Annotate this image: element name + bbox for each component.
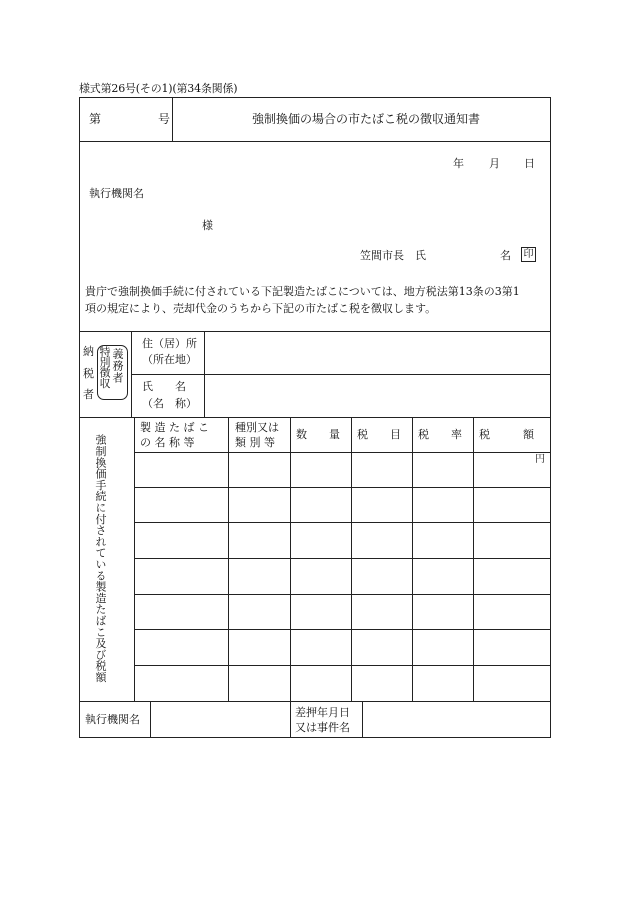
footer-divider-2 xyxy=(290,701,291,737)
seizure-date-label: 差押年月日 xyxy=(295,706,350,719)
goods-column-header: 種別又は xyxy=(235,421,279,434)
taxpayer-label-char-1: 納 xyxy=(83,345,94,358)
form-number: 様式第26号(その1)(第34条関係) xyxy=(79,82,238,95)
goods-side-label: 強制換価手続に付されている製造たばこ及び税額 xyxy=(94,434,107,683)
goods-col-line-4 xyxy=(412,417,413,701)
header-bottom-line xyxy=(80,141,550,142)
goods-col-line-3 xyxy=(351,417,352,701)
taxpayer-label-char-3: 者 xyxy=(83,388,94,401)
footer-divider-1 xyxy=(150,701,151,737)
footer-divider-3 xyxy=(362,701,363,737)
seal-mark: 印 xyxy=(521,247,536,262)
issuer-name-suffix: 名 xyxy=(500,249,511,262)
taxpayer-label-char-2: 税 xyxy=(83,367,94,380)
goods-column-header: 税 目 xyxy=(357,428,401,441)
date-day: 日 xyxy=(524,157,535,170)
date-month: 月 xyxy=(489,157,500,170)
date-year: 年 xyxy=(453,157,464,170)
goods-col-line-2 xyxy=(290,417,291,701)
addressee-honorific: 様 xyxy=(202,219,213,232)
goods-row-line xyxy=(134,665,550,666)
goods-column-header: の 名 称 等 xyxy=(140,436,195,449)
name-label-sub: （名 称） xyxy=(142,397,197,410)
address-label-sub: （所在地） xyxy=(142,353,197,366)
goods-column-header: 製 造 た ば こ xyxy=(140,421,209,434)
goods-header-line xyxy=(134,452,550,453)
header-divider xyxy=(172,98,173,141)
seizure-case-label: 又は事件名 xyxy=(295,721,350,734)
goods-column-header: 税 額 xyxy=(479,428,534,441)
number-label-prefix: 第 xyxy=(89,112,102,126)
notice-form xyxy=(79,97,551,738)
name-label: 氏 名 xyxy=(142,380,186,393)
issuer-title: 笠間市長 氏 xyxy=(360,249,426,262)
goods-column-header: 税 率 xyxy=(418,428,462,441)
intro-bottom-line xyxy=(80,331,550,332)
taxpayer-type-obligor: 義務者 xyxy=(111,348,124,384)
goods-side-divider xyxy=(134,417,135,701)
taxpayer-type-special-collection: 特別徴収 xyxy=(98,346,111,388)
taxpayer-bottom-line xyxy=(80,417,550,418)
goods-column-header: 数 量 xyxy=(296,428,340,441)
document-title: 強制換価の場合の市たばこ税の徴収通知書 xyxy=(252,112,481,126)
goods-column-header: 類 別 等 xyxy=(235,436,275,449)
goods-row-line xyxy=(134,522,550,523)
goods-row-line xyxy=(134,629,550,630)
body-text-line-1: 貴庁で強制換価手続に付されている下記製造たばこについては、地方税法第13条の3第1 xyxy=(85,285,520,298)
currency-unit: 円 xyxy=(535,454,545,465)
goods-col-line-5 xyxy=(473,417,474,701)
taxpayer-middle-line xyxy=(131,374,550,375)
addressee-org-label: 執行機関名 xyxy=(89,187,144,200)
footer-org-label: 執行機関名 xyxy=(85,713,140,726)
address-label: 住（居）所 xyxy=(142,337,197,350)
goods-col-line-1 xyxy=(228,417,229,701)
goods-row-line xyxy=(134,594,550,595)
goods-row-line xyxy=(134,487,550,488)
goods-row-line xyxy=(134,558,550,559)
body-text-line-2: 項の規定により、売却代金のうちから下記の市たばこ税を徴収します。 xyxy=(85,302,437,315)
number-label-suffix: 号 xyxy=(158,112,171,126)
